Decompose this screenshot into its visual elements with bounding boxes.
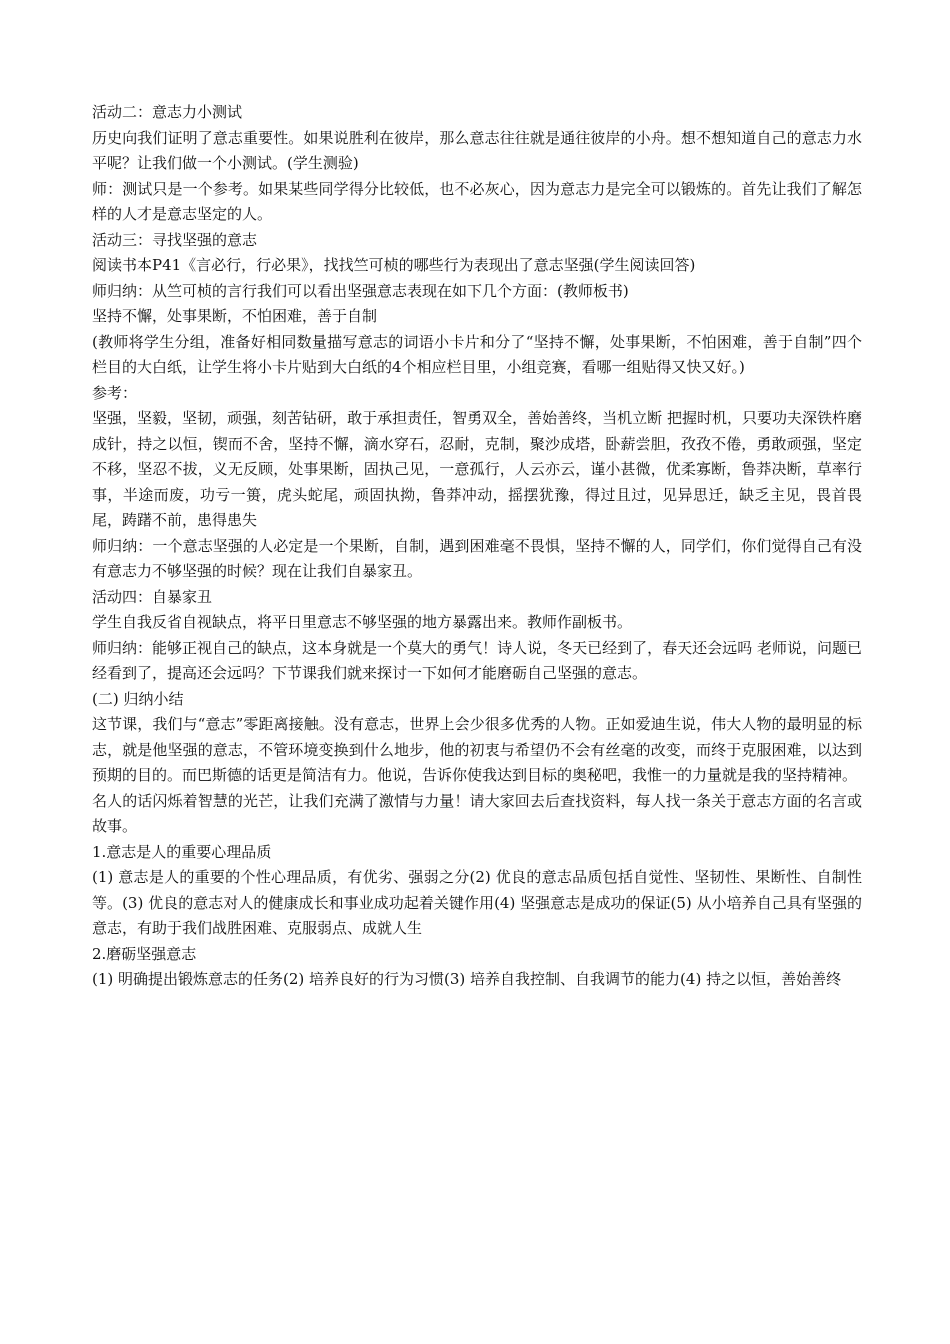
paragraph-lesson-summary: 这节课，我们与“意志”零距离接触。没有意志，世界上会少很多优秀的人物。正如爱迪生说，伟大人物的最明显的标志，就是他坚强的意志，不管环境变换到什么地步，他的初衷与希望仍不会有丝毫的改变，而终于克服困难，以达到预期的目的。而巴斯德的话更是简洁有力。他说，告诉你使我达到目标的奥秘吧，我惟一的力量就是我的坚持精神。: [92, 715, 862, 784]
paragraph-self-reflection: 学生自我反省自视缺点，将平日里意志不够坚强的地方暴露出来。教师作副板书。: [92, 613, 633, 631]
paragraph-teacher-summary-2: 师归纳：一个意志坚强的人必定是一个果断，自制，遇到困难毫不畏惧，坚持不懈的人，同学们，你们觉得自己有没有意志力不够坚强的时候？现在让我们自暴家丑。: [92, 536, 862, 580]
heading-point-2: 2.磨砺坚强意志: [92, 944, 197, 963]
label-reference: 参考：: [92, 383, 138, 402]
paragraph-teacher-summary-1: 师归纳：从竺可桢的言行我们可以看出坚强意志表现在如下几个方面：(教师板书): [92, 281, 629, 300]
paragraph-reading-task: 阅读书本P41《言必行，行必果》，找找竺可桢的哪些行为表现出了意志坚强(学生阅读回答): [92, 256, 696, 274]
heading-activity-4: 活动四：自暴家丑: [92, 587, 213, 606]
paragraph-four-aspects: 坚持不懈，处事果断，不怕困难，善于自制: [92, 307, 378, 325]
paragraph-group-activity: (教师将学生分组，准备好相同数量描写意志的词语小卡片和分了“坚持不懈，处事果断，不怕困难，善于自制”四个栏目的大白纸，让学生将小卡片贴到大白纸的4个相应栏目里，小组竞赛，看哪一组贴得又快又好。): [92, 332, 862, 376]
paragraph-teacher-test-note: 师：测试只是一个参考。如果某些同学得分比较低，也不必灰心，因为意志力是完全可以锻炼的。首先让我们了解怎样的人才是意志坚定的人。: [92, 179, 862, 223]
paragraph-homework: 名人的话闪烁着智慧的光芒，让我们充满了激情与力量！请大家回去后查找资料，每人找一条关于意志方面的名言或故事。: [92, 791, 862, 835]
heading-activity-3: 活动三：寻找坚强的意志: [92, 230, 258, 249]
heading-activity-2: 活动二：意志力小测试: [92, 103, 243, 121]
paragraph-word-list: 坚强，坚毅，坚韧，顽强，刻苦钻研，敢于承担责任，智勇双全，善始善终，当机立断 把握时机，只要功夫深铁杵磨成针，持之以恒，锲而不舍，坚持不懈，滴水穿石，忍耐，克制，聚沙成塔，卧薪尝胆，孜孜不倦，勇敢顽强，坚定不移，坚忍不拔，义无反顾，处事果断，固执己见，一意孤行，人云亦云，谨小甚微，优柔寡断，鲁莽决断，草率行事，半途而废，功亏一篑，虎头蛇尾，顽固执拗，鲁莽冲动，摇摆犹豫，得过且过，见异思迁，缺乏主见，畏首畏尾，踌躇不前，患得患失: [92, 409, 862, 529]
heading-summary: (二) 归纳小结: [92, 689, 184, 708]
paragraph-history-intro: 历史向我们证明了意志重要性。如果说胜利在彼岸，那么意志往往就是通往彼岸的小舟。想不想知道自己的意志力水平呢？让我们做一个小测试。(学生测验): [92, 128, 862, 172]
paragraph-point-1-details: (1) 意志是人的重要的个性心理品质，有优劣、强弱之分(2) 优良的意志品质包括自觉性、坚韧性、果断性、自制性等。(3) 优良的意志对人的健康成长和事业成功起着关键作用(4) 坚强意志是成功的保证(5) 从小培养自己具有坚强的意志，有助于我们战胜困难、克服弱点、成就人生: [92, 868, 862, 937]
paragraph-teacher-summary-3: 师归纳：能够正视自己的缺点，这本身就是一个莫大的勇气！诗人说，冬天已经到了，春天还会远吗 老师说，问题已经看到了，提高还会远吗？下节课我们就来探讨一下如何才能磨砺自己坚强的意志。: [92, 638, 862, 682]
document-body: [92, 100, 862, 993]
heading-point-1: 1.意志是人的重要心理品质: [92, 842, 272, 861]
paragraph-point-2-details: (1) 明确提出锻炼意志的任务(2) 培养良好的行为习惯(3) 培养自我控制、自我调节的能力(4) 持之以恒，善始善终: [92, 970, 842, 988]
